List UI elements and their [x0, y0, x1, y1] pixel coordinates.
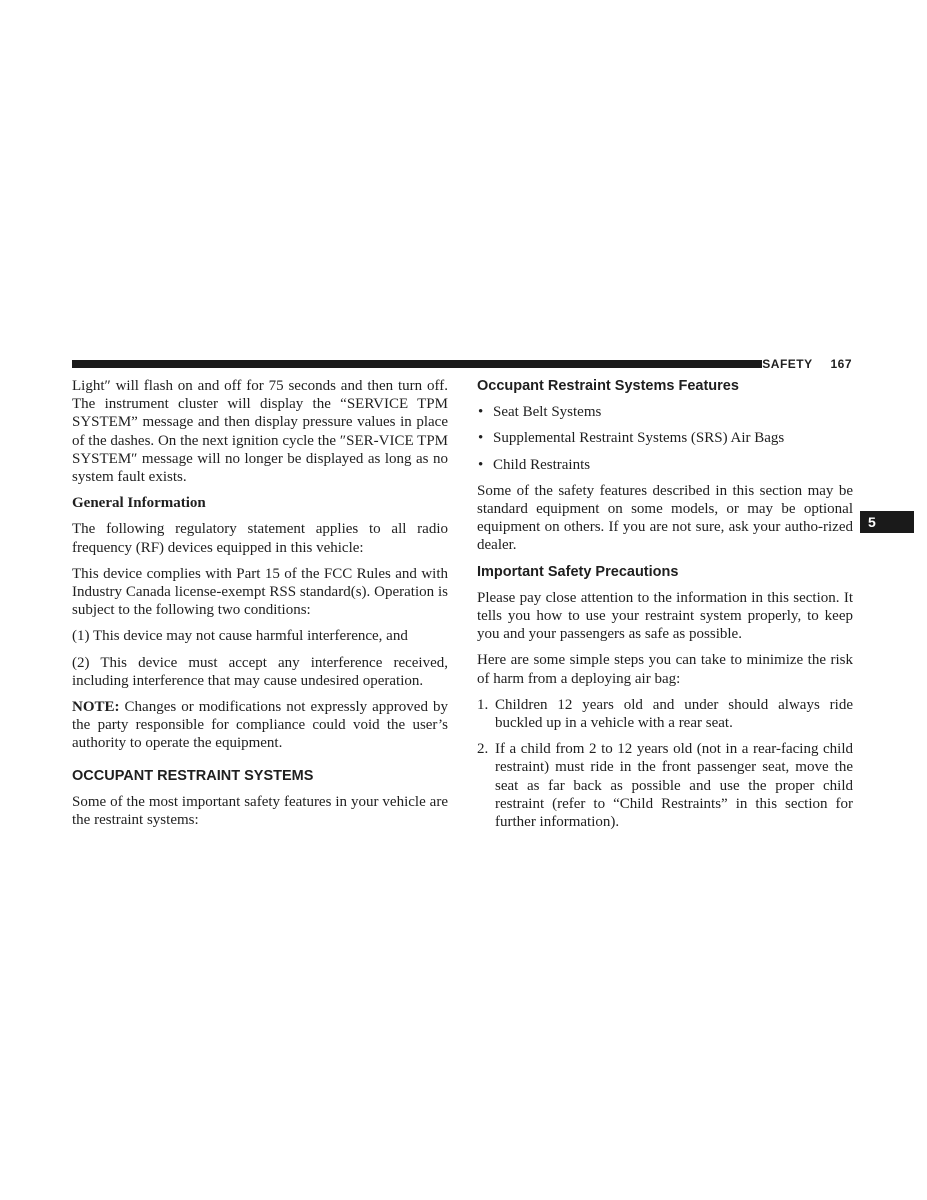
precautions-heading: Important Safety Precautions: [477, 563, 679, 580]
paragraph: Please pay close attention to the information in this section. It tells you how to use your restraint system properly, to keep you and your passengers as safe as possible.: [477, 589, 853, 643]
features-heading: Occupant Restraint Systems Features: [477, 378, 739, 394]
bullet-icon: •: [478, 430, 484, 447]
general-information-heading: General Information: [72, 495, 206, 512]
list-item: • Seat Belt Systems: [478, 404, 602, 421]
page-header: [762, 357, 852, 371]
occupant-restraint-systems-heading: OCCUPANT RESTRAINT SYSTEMS: [72, 767, 314, 784]
list-item: 2. If a child from 2 to 12 years old (not in a rear-facing child restraint) must ride in the front passenger seat, move the seat as far back as possible and use the proper child restraint (refer to “Child Restraints” in this section for further information).: [477, 741, 853, 831]
paragraph: Some of the most important safety features in your vehicle are the restraint systems:: [72, 793, 448, 829]
list-item: • Child Restraints: [478, 456, 591, 473]
page-number: 167: [830, 357, 852, 371]
paragraph: The following regulatory statement applies to all radio frequency (RF) devices equipped in this vehicle:: [72, 521, 448, 556]
list-item: • Supplemental Restraint Systems (SRS) Air Bags: [478, 430, 785, 447]
note-label: NOTE:: [72, 699, 120, 716]
paragraph: (2) This device must accept any interference received, including interference that may cause undesired operation.: [72, 654, 448, 689]
steps-list: [477, 696, 853, 831]
paragraph: Here are some simple steps you can take to minimize the risk of harm from a deploying air bag:: [477, 652, 853, 687]
bullet-icon: •: [478, 404, 484, 421]
section-title: SAFETY: [762, 357, 813, 371]
paragraph: Light″ will flash on and off for 75 seconds and then turn off. The instrument cluster will display the “SERVICE TPM SYSTEM” message and then display pressure values in place of the dashes. On the next ignition cycle the ″SER-VICE TPM SYSTEM″ message will no longer be displayed as long as no system fault exists.: [72, 378, 448, 486]
note-text: Changes or modifications not expressly approved by the party responsible for compliance could void the user’s authority to operate the equipment.: [72, 699, 448, 752]
paragraph: This device complies with Part 15 of the FCC Rules and with Industry Canada license-exempt RSS standard(s). Operation is subject to the following two conditions:: [72, 565, 448, 619]
features-list: [477, 403, 853, 474]
paragraph: Some of the safety features described in this section may be standard equipment on some models, or may be optional equipment on others. If you are not sure, ask your autho-rized dealer.: [477, 482, 853, 554]
right-column: [477, 377, 853, 839]
chapter-tab: 5: [860, 511, 914, 533]
bullet-icon: •: [478, 456, 484, 473]
left-column: [72, 377, 448, 837]
paragraph: (1) This device may not cause harmful interference, and: [72, 628, 408, 645]
header-rule: [72, 360, 762, 368]
list-item: 1. Children 12 years old and under should always ride buckled up in a vehicle with a rear seat.: [477, 696, 853, 732]
note-paragraph: [72, 698, 448, 753]
